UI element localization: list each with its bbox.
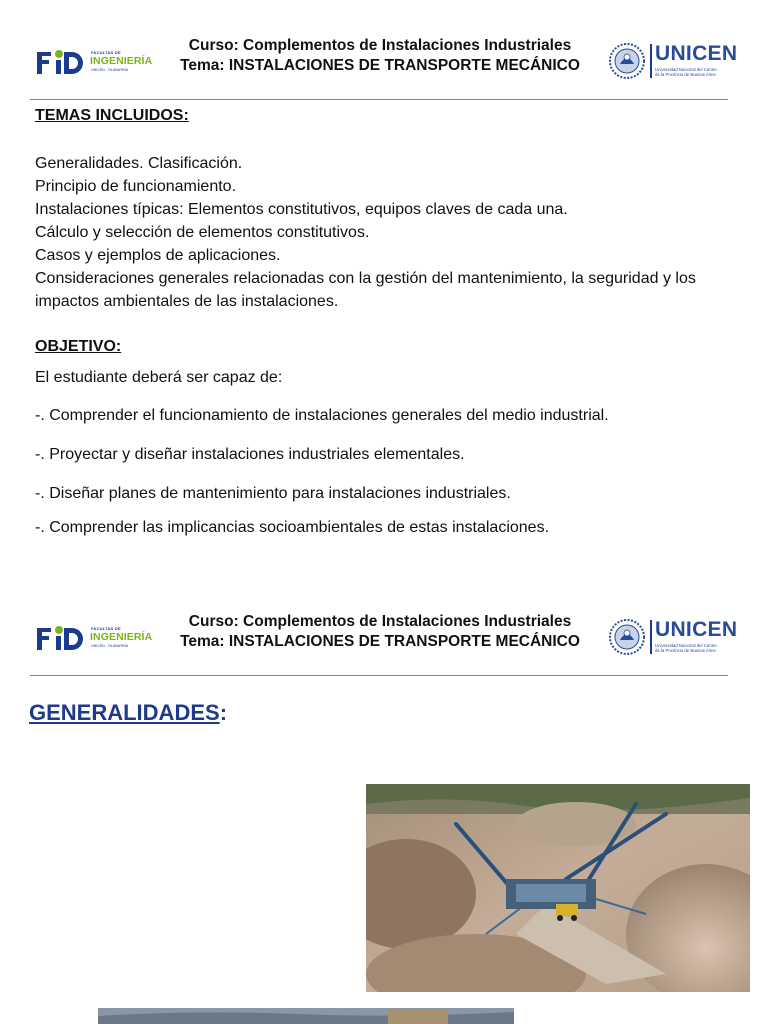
course-line: Curso: Complementos de Instalaciones Industriales [188,37,572,54]
header-divider [30,675,728,676]
unicen-tagline [655,643,717,653]
unicen-tagline-1: Universidad Nacional del Centro [655,67,717,72]
fi-logo-name: INGENIERÍA [90,55,153,67]
temas-list [35,152,735,313]
unicen-seal-icon [608,42,646,80]
fi-logo-name: INGENIERÍA [90,631,153,643]
unicen-tagline-2: de la Provincia de Buenos Aires [655,72,716,77]
unicen-name: UNICEN [655,42,738,65]
quarry-photo-illustration [366,784,750,992]
fi-logo-sub: UNICEN · OLAVARRÍA [91,68,129,72]
course-line: Curso: Complementos de Instalaciones Industriales [188,613,572,630]
list-item: -. Diseñar planes de mantenimiento para instalaciones industriales. [35,485,511,502]
list-item: Instalaciones típicas: Elementos constitutivos, equipos claves de cada una. [35,201,568,218]
unicen-logo [608,42,738,82]
temas-title: TEMAS INCLUIDOS: [35,107,189,124]
list-item: Principio de funcionamiento. [35,178,237,195]
fi-logo-sub: UNICEN · OLAVARRÍA [91,644,129,648]
second-photo-illustration [98,1008,514,1024]
generalidades-title-colon: : [219,700,228,725]
page-header-2 [0,602,768,682]
unicen-tagline-1: Universidad Nacional del Centro [655,643,717,648]
list-item: Cálculo y selección de elementos constitutivos. [35,224,370,241]
list-item: Generalidades. Clasificación. [35,155,243,172]
course-heading [160,612,600,652]
generalidades-title [29,700,227,726]
objetivo-title: OBJETIVO: [35,338,122,355]
topic-line: Tema: INSTALACIONES DE TRANSPORTE MECÁNICO [180,57,580,74]
header-divider [30,99,728,100]
fi-logo-faculty: FACULTAD DE [91,626,121,631]
objetivo-intro: El estudiante deberá ser capaz de: [35,369,283,386]
list-item: -. Comprender el funcionamiento de instalaciones generales del medio industrial. [35,407,609,424]
topic-line: Tema: INSTALACIONES DE TRANSPORTE MECÁNICO [180,633,580,650]
fi-ingenieria-logo [35,46,155,78]
fi-logo-mark-icon [35,48,83,76]
unicen-tagline-2: de la Provincia de Buenos Aires [655,648,716,653]
fi-logo-faculty: FACULTAD DE [91,50,121,55]
unicen-seal-icon [608,618,646,656]
page-header-1 [0,26,768,106]
fi-logo-mark-icon [35,624,83,652]
fi-ingenieria-logo [35,622,155,654]
quarry-conveyor-photo [366,784,750,992]
second-photo [98,1008,514,1024]
list-item: Consideraciones generales relacionadas con la gestión del mantenimiento, la seguridad y los impactos ambientales de las instalaciones. [35,270,696,310]
list-item: -. Comprender las implicancias socioambientales de estas instalaciones. [35,519,550,536]
list-item: -. Proyectar y diseñar instalaciones industriales elementales. [35,446,465,463]
unicen-tagline [655,67,717,77]
unicen-divider [650,44,652,78]
generalidades-title-text: GENERALIDADES [29,700,220,725]
course-heading [160,36,600,76]
unicen-logo [608,618,738,658]
unicen-name: UNICEN [655,618,738,641]
unicen-divider [650,620,652,654]
list-item: Casos y ejemplos de aplicaciones. [35,247,281,264]
